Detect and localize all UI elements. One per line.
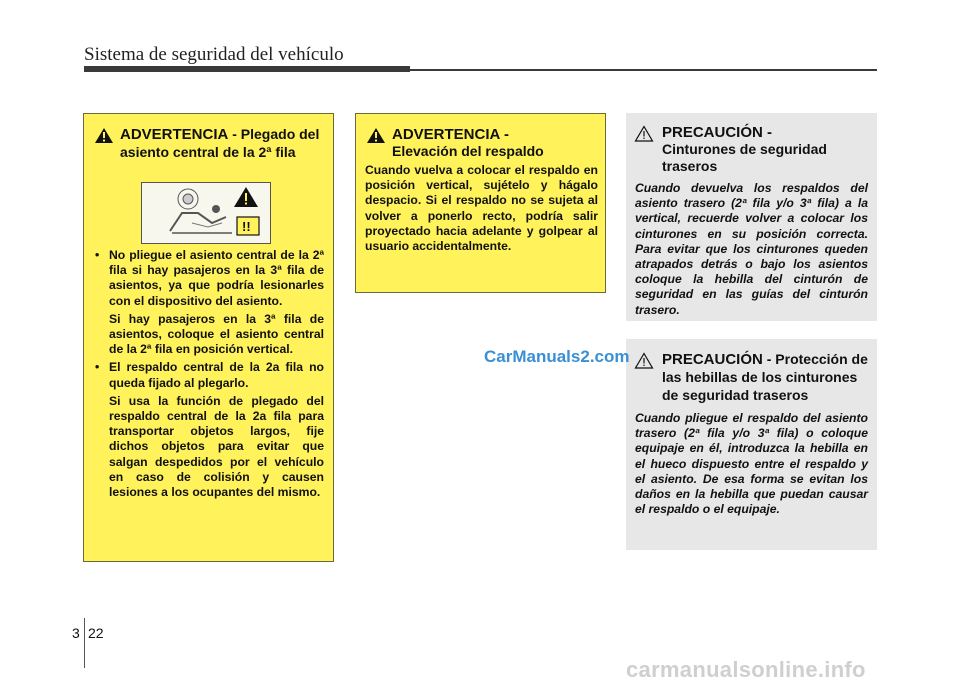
- caution-title: [626, 124, 877, 175]
- warning-title: [84, 126, 333, 162]
- caution-body: Cuando pliegue el respaldo del asiento trasero (2ª fila y/o 3ª fila) o coloque equipaje en él, introduzca la hebilla en el hueco dispuesto entre el respaldo y el asiento. De esa forma se evitan los daños en la hebilla que puedan causar el respaldo o el equipaje.: [635, 411, 868, 517]
- site-watermark: carmanualsonline.info: [626, 657, 866, 682]
- bullet-paragraph: No pliegue el asiento central de la 2ª fila si hay pasajeros en la 3ª fila de asientos, ya que podría lesionarles con el dispositivo del asiento.: [109, 248, 324, 308]
- caution-title-main: PRECAUCIÓN -: [662, 124, 773, 141]
- list-item: [91, 360, 324, 500]
- seat-occupant-icon: [142, 183, 270, 243]
- bullet-paragraph: Si usa la función de plegado del respaldo central de la 2a fila para transportar objetos largos, fije dichos objetos para evitar que salgan despedidos por el vehículo en caso de colisión y causen lesiones a los ocupantes del mismo.: [109, 393, 324, 500]
- warning-title: [356, 126, 605, 160]
- caution-box-seatbelts: [626, 113, 877, 321]
- caution-title-sub: - Protección de las hebillas de los cinturones de seguridad traseros: [662, 351, 868, 403]
- caution-box-buckles: [626, 339, 877, 550]
- bullet-paragraph: Si hay pasajeros en la 3ª fila de asientos, coloque el asiento central de la 2ª fila en posición vertical.: [109, 311, 324, 357]
- bullet-dot: •: [95, 248, 100, 262]
- watermark-link[interactable]: CarManuals2.com: [484, 347, 630, 366]
- warning-body: Cuando vuelva a colocar el respaldo en posición vertical, sujételo y hágalo despacio. Si el respaldo no se sujeta al volver a ponerlo recto, podría salir proyectado hacia adelante y golpear al usuario accidentalmente.: [365, 163, 598, 254]
- warning-title-sub: - Plegado del asiento central de la 2ª fila: [120, 126, 320, 160]
- warning-title-main: ADVERTENCIA: [120, 126, 229, 143]
- bullet-dot: •: [95, 360, 100, 375]
- warning-title-sub: Elevación del respaldo: [392, 143, 544, 159]
- header-rule-thick: [84, 66, 410, 72]
- warning-box-backrest: [355, 113, 606, 293]
- svg-text:!!: !!: [242, 219, 251, 234]
- seat-warning-illustration: [141, 182, 271, 244]
- caution-title: [626, 351, 877, 405]
- header-rule-thin: [410, 69, 877, 71]
- warning-box-folding-seat: [83, 113, 334, 562]
- footer-rule: [84, 618, 85, 668]
- warning-triangle-icon: [366, 127, 386, 144]
- caution-triangle-icon: [634, 125, 654, 142]
- caution-triangle-icon: [634, 352, 654, 369]
- caution-title-main: PRECAUCIÓN: [662, 351, 763, 368]
- warning-title-main: ADVERTENCIA -: [392, 126, 509, 143]
- warning-bullet-list: [91, 248, 324, 503]
- caution-title-sub: Cinturones de seguridad traseros: [662, 141, 827, 174]
- caution-body: Cuando devuelva los respaldos del asiento trasero (2ª fila y/o 3ª fila) a la vertical, recuerde volver a colocar los cinturones en su posición correcta. Para evitar que los cinturones queden atrapados detrás o bajo los asientos coloque la hebilla del cinturón de seguridad en las guías del cinturón trasero.: [635, 181, 868, 317]
- list-item: [91, 248, 324, 357]
- warning-triangle-icon: [94, 127, 114, 144]
- bullet-paragraph: El respaldo central de la 2a fila no queda fijado al plegarlo.: [109, 360, 324, 390]
- page-number: 22: [88, 625, 104, 641]
- chapter-number: 3: [72, 625, 80, 641]
- page-header-title: Sistema de seguridad del vehículo: [84, 44, 344, 65]
